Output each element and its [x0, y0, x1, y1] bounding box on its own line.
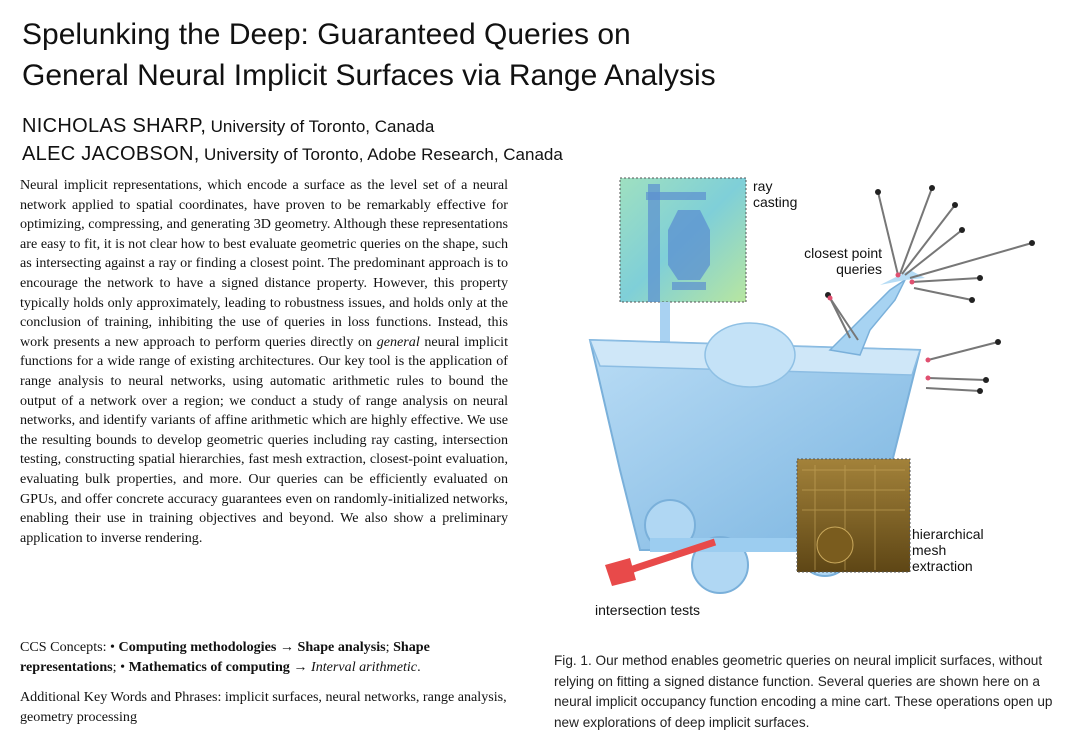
author-2 — [22, 141, 563, 169]
label-ray-casting — [753, 178, 797, 210]
label-line: queries — [836, 261, 882, 277]
title-line-2: General Neural Implicit Surfaces via Range Analysis — [22, 59, 716, 92]
author-name: NICHOLAS SHARP, — [22, 115, 207, 137]
ray-casting-inset — [620, 178, 746, 302]
title-line-1: Spelunking the Deep: Guaranteed Queries on — [22, 18, 631, 51]
mesh-extraction-inset — [797, 459, 910, 572]
ccs-term: Interval arithmetic — [311, 659, 418, 675]
ccs-label: CCS Concepts: • — [20, 639, 115, 655]
abstract — [20, 176, 508, 548]
ccs-separator: ; — [385, 639, 390, 655]
keywords: Additional Key Words and Phrases: implicit surfaces, neural networks, range analysis, geometry processing — [20, 689, 507, 725]
label-line: mesh — [912, 542, 947, 558]
label-closest-point-queries — [796, 245, 882, 277]
ccs-concepts — [20, 637, 508, 677]
label-line: ray — [753, 178, 773, 194]
abstract-text-1: Neural implicit representations, which encode a surface as the level set of a neural network applied to spatial coordinates, have proven to be remarkably effective for optimizing, compressing, and generating 3D geometry. Although these representations are easy to fit, it is not clear how to best evaluate geometric queries on the shape, such as intersecting against a ray or finding a closest point. The predominant approach is to encourage the network to have a signed distance property. However, this property typically holds only approximately, leading to robustness issues, and holds only at the conclusion of training, inhibiting the use of queries in loss functions. Instead, this work presents a new approach to perform queries directly on — [20, 177, 508, 350]
label-intersection-tests: intersection tests — [595, 602, 701, 618]
paper-title — [22, 14, 1062, 96]
ccs-term: Computing methodologies — [118, 639, 277, 655]
author-list — [22, 113, 563, 169]
ccs-term: Mathematics of computing — [128, 659, 290, 675]
label-line: closest point — [804, 245, 882, 261]
teaser-figure — [560, 170, 1070, 625]
author-1 — [22, 113, 563, 141]
label-line: extraction — [912, 558, 973, 574]
label-line: hierarchical — [912, 526, 984, 542]
author-affiliation: University of Toronto, Canada — [210, 117, 435, 136]
ccs-term: Shape analysis — [297, 639, 386, 655]
author-affiliation: University of Toronto, Adobe Research, Canada — [204, 145, 563, 164]
ccs-separator: ; • — [112, 659, 126, 675]
author-name: ALEC JACOBSON, — [22, 143, 200, 165]
ccs-arrow: → — [293, 659, 308, 675]
abstract-emphasis: general — [376, 333, 420, 350]
ccs-separator: . — [417, 659, 421, 675]
label-line: casting — [753, 194, 798, 210]
label-hierarchical-mesh-extraction — [912, 526, 984, 574]
ccs-arrow: → — [279, 639, 294, 655]
figure-caption: Fig. 1. Our method enables geometric queries on neural implicit surfaces, without relying on fitting a signed distance function. Several queries are shown here on a neural implicit occupancy function encoding a mine cart. These operations open up new explorations of deep implicit surfaces. — [554, 653, 1053, 730]
ccs-term: Shape representations — [20, 639, 430, 675]
abstract-text-2: neural implicit functions for a wide range of existing architectures. Our key tool is the application of range analysis to neural networks, using automatic arithmetic rules to bound the output of a network over a region; we conduct a study of range analysis on neural networks, and identify variants of affine arithmetic which are highly effective. We use the resulting bounds to develop geometric queries including ray casting, intersection testing, constructing spatial hierarchies, fast mesh extraction, closest-point evaluation, evaluating bulk properties, and more. Our queries can be efficiently evaluated on GPUs, and offer concrete accuracy guarantees even on randomly-initialized networks, enabling their use in training objectives and beyond. We also show a preliminary application to inverse rendering. — [20, 333, 508, 546]
mine-cart-illustration — [560, 170, 1070, 625]
